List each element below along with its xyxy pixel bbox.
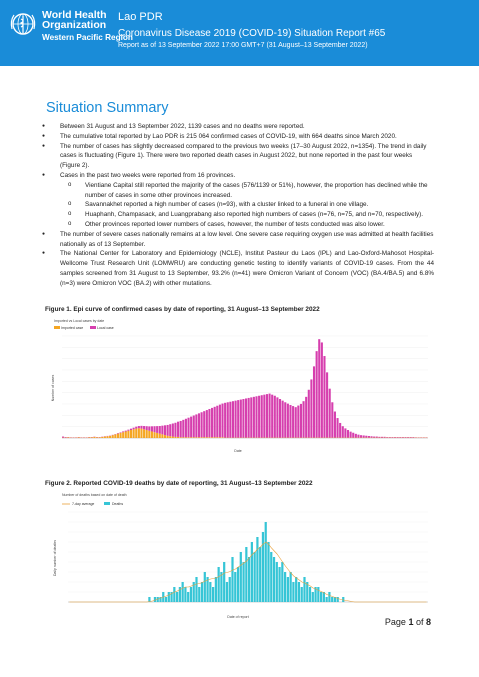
bar-local bbox=[125, 431, 127, 432]
bar-local bbox=[284, 402, 286, 437]
bar-local bbox=[190, 417, 192, 438]
bar-local bbox=[404, 437, 406, 438]
bar-local bbox=[365, 436, 367, 438]
bar-imported bbox=[182, 437, 184, 438]
bar-imported bbox=[159, 434, 161, 438]
bar-local bbox=[368, 436, 370, 438]
bar-imported bbox=[67, 437, 69, 438]
report-title: Coronavirus Disease 2019 (COVID-19) Situation Report #65 bbox=[118, 28, 386, 39]
bar-local bbox=[156, 426, 158, 433]
bar-local bbox=[271, 395, 273, 438]
bar-deaths bbox=[278, 567, 280, 602]
bar-local bbox=[373, 437, 375, 438]
bar-imported bbox=[161, 434, 163, 438]
bar-imported bbox=[151, 431, 153, 438]
bar-imported bbox=[195, 437, 197, 438]
bar-local bbox=[318, 339, 320, 437]
page-total: 8 bbox=[425, 617, 431, 627]
bar-deaths bbox=[342, 597, 344, 602]
bar-local bbox=[161, 426, 163, 435]
bar-local bbox=[127, 430, 129, 431]
bar-local bbox=[402, 437, 404, 438]
bar-imported bbox=[203, 437, 205, 438]
bar-local bbox=[245, 398, 247, 437]
bar-imported bbox=[169, 436, 171, 438]
bar-local bbox=[140, 426, 142, 429]
bar-deaths bbox=[303, 577, 305, 602]
bar-deaths bbox=[184, 587, 186, 602]
situation-summary bbox=[40, 122, 434, 289]
bar-deaths bbox=[298, 582, 300, 602]
bar-local bbox=[269, 394, 271, 438]
bar-deaths bbox=[206, 577, 208, 602]
bar-local bbox=[292, 406, 294, 438]
bar-local bbox=[235, 401, 237, 438]
figure-1-title: Figure 1. Epi curve of confirmed cases by date of reporting, 31 August–13 September 2022 bbox=[45, 306, 320, 313]
bar-deaths bbox=[312, 592, 314, 602]
bar-imported bbox=[148, 431, 150, 438]
bar-deaths bbox=[209, 582, 211, 602]
org-line-1: World Health bbox=[42, 9, 107, 21]
bar-local bbox=[350, 432, 352, 438]
page-number bbox=[385, 617, 431, 627]
bar-local bbox=[248, 398, 250, 438]
bar-local bbox=[133, 428, 135, 430]
bar-deaths bbox=[240, 552, 242, 602]
summary-sub-bullet: o Savannakhet reported a high number of cases (n=93), with a cluster linked to a funeral in one village. bbox=[40, 200, 434, 210]
bar-deaths bbox=[220, 572, 222, 602]
bar-deaths bbox=[301, 587, 303, 602]
page-of: of bbox=[413, 617, 426, 627]
bar-imported bbox=[167, 436, 169, 438]
bar-imported bbox=[106, 436, 108, 438]
summary-bullet: ● The number of cases has slightly decreased compared to the previous two weeks (17–30 August 2022, n=1354). The trend in daily cases is fluctuating (Figure 1). There were two reported death cases in August 2022, but none reported in the past four weeks (Figure 2). bbox=[40, 142, 434, 171]
bar-imported bbox=[140, 429, 142, 438]
bar-deaths bbox=[195, 577, 197, 602]
bar-deaths bbox=[295, 577, 297, 602]
bar-local bbox=[167, 425, 169, 436]
bar-local bbox=[370, 436, 372, 437]
bar-imported bbox=[190, 437, 192, 438]
legend-swatch-imported bbox=[54, 326, 60, 329]
bar-deaths bbox=[234, 572, 236, 602]
legend-label-deaths: Deaths bbox=[112, 502, 124, 506]
bar-imported bbox=[120, 433, 122, 438]
chart-2-xlabel: Date of report bbox=[227, 615, 249, 619]
bar-local bbox=[357, 435, 359, 438]
bar-local bbox=[138, 426, 140, 428]
summary-bullet: ● The National Center for Laboratory and Epidemiology (NCLE), Institut Pasteur du Laos (IPL) and Lao-Oxford-Mahosot Hospital-Wellcome Trust Research Unit (LOMWRU) are conducting genetic testing to identify variants of COVID-19 cases. From the 44 samples screened from 31 August to 13 September, 93.2% (n=41) were Omicron Variant of Concern (VOC) (BA.4/BA.5) and 6.8% (n=3) were Omicron VOC (BA.2) with other mutations. bbox=[40, 249, 434, 288]
bar-local bbox=[143, 426, 145, 429]
bar-local bbox=[331, 402, 333, 437]
bar-deaths bbox=[218, 567, 220, 602]
bar-local bbox=[310, 379, 312, 437]
summary-bullet: ● The cumulative total reported by Lao PDR is 215 064 confirmed cases of COVID-19, with 664 deaths since March 2020. bbox=[40, 132, 434, 142]
bar-local bbox=[279, 399, 281, 438]
bar-imported bbox=[88, 437, 90, 438]
bar-imported bbox=[172, 437, 174, 438]
bar-local bbox=[198, 413, 200, 437]
bar-local bbox=[151, 426, 153, 431]
bar-local bbox=[240, 400, 242, 438]
bar-local bbox=[303, 401, 305, 437]
bar-local bbox=[174, 423, 176, 437]
bar-imported bbox=[101, 437, 103, 438]
bar-imported bbox=[143, 429, 145, 438]
bar-local bbox=[117, 433, 119, 434]
bar-local bbox=[352, 433, 354, 438]
bar-local bbox=[342, 426, 344, 437]
bar-local bbox=[187, 418, 189, 438]
bar-deaths bbox=[270, 552, 272, 602]
bar-local bbox=[219, 405, 221, 438]
bar-local bbox=[305, 397, 307, 438]
bar-local bbox=[201, 412, 203, 437]
bar-local bbox=[410, 437, 412, 438]
bar-local bbox=[164, 425, 166, 435]
bar-imported bbox=[127, 431, 129, 438]
bar-local bbox=[177, 422, 179, 437]
bar-deaths bbox=[256, 537, 258, 602]
bar-local bbox=[258, 396, 260, 438]
bar-local bbox=[378, 437, 380, 438]
bar-local bbox=[323, 356, 325, 438]
bar-imported bbox=[201, 437, 203, 438]
legend-swatch-local bbox=[90, 326, 96, 329]
bar-imported bbox=[138, 428, 140, 438]
report-header bbox=[0, 0, 479, 66]
bar-local bbox=[250, 397, 252, 437]
bar-imported bbox=[104, 437, 106, 438]
chart-2-title: Number of deaths based on date of death bbox=[62, 493, 127, 497]
bar-deaths bbox=[248, 557, 250, 602]
bar-local bbox=[263, 395, 265, 438]
bar-imported bbox=[208, 437, 210, 438]
bar-deaths bbox=[176, 592, 178, 602]
bar-deaths bbox=[165, 597, 167, 602]
chart-1-xlabel: Date bbox=[234, 449, 242, 453]
bar-deaths bbox=[245, 547, 247, 602]
bar-local bbox=[394, 437, 396, 438]
bar-local bbox=[389, 437, 391, 438]
bar-imported bbox=[180, 437, 182, 438]
bar-deaths bbox=[242, 562, 244, 602]
legend-label-local: Local case bbox=[97, 326, 114, 330]
bar-local bbox=[146, 426, 148, 430]
bar-local bbox=[253, 397, 255, 438]
bar-local bbox=[391, 437, 393, 438]
bar-local bbox=[224, 403, 226, 438]
report-title-block bbox=[118, 11, 385, 49]
bar-local bbox=[399, 437, 401, 438]
bar-local bbox=[360, 435, 362, 437]
bar-local bbox=[211, 408, 213, 437]
bar-deaths bbox=[254, 552, 256, 602]
bar-local bbox=[242, 399, 244, 438]
summary-sub-bullet: o Huaphanh, Champasack, and Luangprabang also reported high numbers of cases (n=76, n=75, and n=70, respectively). bbox=[40, 210, 434, 220]
figure-2-title: Figure 2. Reported COVID-19 deaths by date of reporting, 31 August–13 September 2022 bbox=[45, 480, 313, 487]
bar-local bbox=[287, 404, 289, 438]
bar-imported bbox=[109, 436, 111, 438]
bar-deaths bbox=[292, 582, 294, 602]
bar-deaths bbox=[317, 587, 319, 602]
bar-local bbox=[255, 396, 257, 437]
bar-imported bbox=[130, 430, 132, 438]
deaths-chart bbox=[48, 490, 434, 620]
chart-1-bars bbox=[62, 339, 427, 438]
bar-local bbox=[397, 437, 399, 438]
bar-imported bbox=[96, 437, 98, 438]
bar-local bbox=[266, 394, 268, 438]
bar-deaths bbox=[154, 597, 156, 602]
bar-deaths bbox=[290, 572, 292, 602]
bar-deaths bbox=[287, 577, 289, 602]
summary-bullet: ● The number of severe cases nationally remains at a low level. One severe case requiring oxygen use was admitted at health facilities nationally as of 13 September. bbox=[40, 230, 434, 250]
bar-local bbox=[195, 414, 197, 437]
bar-imported bbox=[112, 435, 114, 438]
bar-local bbox=[62, 437, 64, 438]
bar-deaths bbox=[276, 562, 278, 602]
bar-local bbox=[208, 409, 210, 437]
bar-imported bbox=[93, 437, 95, 438]
bar-deaths bbox=[212, 587, 214, 602]
bar-local bbox=[203, 411, 205, 437]
bar-deaths bbox=[328, 592, 330, 602]
bar-local bbox=[363, 435, 365, 437]
bar-imported bbox=[117, 434, 119, 438]
bar-deaths bbox=[337, 597, 339, 602]
bar-imported bbox=[164, 435, 166, 438]
bar-local bbox=[172, 423, 174, 436]
bar-imported bbox=[216, 437, 218, 438]
report-country: Lao PDR bbox=[118, 11, 163, 23]
bar-local bbox=[344, 428, 346, 437]
bar-local bbox=[355, 434, 357, 438]
bar-local bbox=[229, 402, 231, 438]
bar-imported bbox=[221, 437, 223, 438]
bar-imported bbox=[122, 432, 124, 438]
bar-deaths bbox=[198, 587, 200, 602]
page-label: Page bbox=[384, 617, 409, 627]
bar-local bbox=[295, 407, 297, 437]
who-emblem-icon bbox=[8, 9, 38, 39]
bar-deaths bbox=[187, 592, 189, 602]
bar-imported bbox=[211, 437, 213, 438]
bar-deaths bbox=[267, 542, 269, 602]
bar-imported bbox=[135, 429, 137, 438]
bar-deaths bbox=[201, 582, 203, 602]
bar-imported bbox=[78, 437, 80, 438]
bar-deaths bbox=[231, 557, 233, 602]
bar-imported bbox=[154, 432, 156, 438]
bar-local bbox=[274, 396, 276, 438]
bar-imported bbox=[185, 437, 187, 438]
bar-local bbox=[65, 437, 67, 438]
bar-deaths bbox=[168, 592, 170, 602]
bar-local bbox=[326, 372, 328, 437]
bar-deaths bbox=[273, 557, 275, 602]
bar-local bbox=[316, 351, 318, 437]
bar-local bbox=[321, 342, 323, 437]
chart-1-ylabel: Number of cases bbox=[51, 374, 55, 402]
page-current: 1 bbox=[408, 617, 414, 627]
bar-deaths bbox=[173, 587, 175, 602]
summary-bullet: ● Between 31 August and 13 September 2022, 1139 cases and no deaths were reported. bbox=[40, 122, 434, 132]
bar-local bbox=[216, 406, 218, 438]
bar-local bbox=[221, 404, 223, 438]
bar-local bbox=[169, 424, 171, 436]
bar-local bbox=[381, 437, 383, 438]
legend-swatch-deaths bbox=[104, 502, 110, 505]
legend-label-imported: Imported case bbox=[61, 326, 84, 330]
bar-imported bbox=[99, 437, 101, 438]
bar-local bbox=[334, 412, 336, 438]
bar-imported bbox=[174, 437, 176, 438]
bar-imported bbox=[214, 437, 216, 438]
bar-deaths bbox=[309, 587, 311, 602]
bar-imported bbox=[177, 437, 179, 438]
bar-imported bbox=[114, 434, 116, 438]
bar-deaths bbox=[326, 597, 328, 602]
bar-local bbox=[308, 390, 310, 438]
org-line-2: Organization bbox=[42, 19, 107, 31]
bar-local bbox=[407, 437, 409, 438]
bar-deaths bbox=[259, 547, 261, 602]
bar-imported bbox=[156, 433, 158, 438]
bar-local bbox=[289, 405, 291, 438]
report-date: Report as of 13 September 2022 17:00 GMT+7 (31 August–13 September 2022) bbox=[118, 42, 368, 49]
bar-local bbox=[297, 406, 299, 438]
bar-local bbox=[386, 437, 388, 438]
bar-local bbox=[193, 416, 195, 438]
bar-imported bbox=[206, 437, 208, 438]
bar-local bbox=[154, 426, 156, 432]
bar-local bbox=[120, 432, 122, 433]
org-region: Western Pacific Region bbox=[42, 33, 133, 42]
bar-imported bbox=[198, 437, 200, 438]
summary-sub-bullet: o Other provinces reported lower numbers of cases, however, the number of tests conducted was also lower. bbox=[40, 220, 434, 230]
bar-local bbox=[214, 407, 216, 437]
chart-1-legend bbox=[54, 326, 114, 330]
bar-local bbox=[339, 423, 341, 438]
bar-deaths bbox=[284, 572, 286, 602]
bar-local bbox=[159, 426, 161, 434]
bar-imported bbox=[193, 437, 195, 438]
bar-imported bbox=[133, 429, 135, 438]
bar-deaths bbox=[320, 592, 322, 602]
bar-local bbox=[180, 421, 182, 437]
bar-local bbox=[148, 426, 150, 430]
bar-deaths bbox=[265, 522, 267, 602]
bar-deaths bbox=[182, 582, 184, 602]
bar-local bbox=[300, 404, 302, 438]
bar-deaths bbox=[204, 572, 206, 602]
bar-deaths bbox=[281, 562, 283, 602]
legend-label-average: 7-day average bbox=[72, 502, 95, 506]
bar-local bbox=[376, 437, 378, 438]
bar-deaths bbox=[229, 577, 231, 602]
bar-local bbox=[135, 427, 137, 429]
section-title: Situation Summary bbox=[46, 100, 169, 116]
bar-local bbox=[185, 419, 187, 437]
bar-imported bbox=[146, 430, 148, 438]
bar-local bbox=[276, 397, 278, 437]
bar-local bbox=[337, 418, 339, 438]
epi-curve-chart bbox=[48, 316, 434, 456]
bar-imported bbox=[219, 437, 221, 438]
chart-2-legend bbox=[62, 502, 123, 506]
bar-local bbox=[227, 402, 229, 437]
bar-local bbox=[313, 366, 315, 437]
bar-local bbox=[122, 431, 124, 432]
bar-local bbox=[412, 437, 414, 438]
bar-deaths bbox=[237, 567, 239, 602]
bar-deaths bbox=[223, 562, 225, 602]
bar-local bbox=[329, 389, 331, 438]
bar-local bbox=[130, 429, 132, 430]
bar-local bbox=[232, 401, 234, 437]
bar-local bbox=[384, 437, 386, 438]
bar-imported bbox=[125, 431, 127, 438]
bar-local bbox=[347, 430, 349, 438]
bar-local bbox=[261, 395, 263, 437]
bar-deaths bbox=[331, 597, 333, 602]
summary-sub-bullet: o Vientiane Capital still reported the majority of the cases (576/1139 or 51%), however, the proportion has declined while the number of cases in some other provinces increased. bbox=[40, 181, 434, 201]
bar-local bbox=[206, 410, 208, 437]
bar-deaths bbox=[251, 542, 253, 602]
bar-deaths bbox=[215, 577, 217, 602]
bar-imported bbox=[187, 437, 189, 438]
chart-2-ylabel: Daily number of deaths bbox=[53, 540, 57, 576]
bar-deaths bbox=[226, 582, 228, 602]
bar-deaths bbox=[190, 587, 192, 602]
chart-1-title: Imported vs Local cases by date bbox=[54, 319, 105, 323]
summary-bullet: ● Cases in the past two weeks were reported from 16 provinces. bbox=[40, 171, 434, 181]
bar-imported bbox=[91, 437, 93, 438]
bar-local bbox=[282, 401, 284, 438]
bar-local bbox=[237, 400, 239, 438]
bar-deaths bbox=[262, 532, 264, 602]
bar-local bbox=[182, 420, 184, 437]
